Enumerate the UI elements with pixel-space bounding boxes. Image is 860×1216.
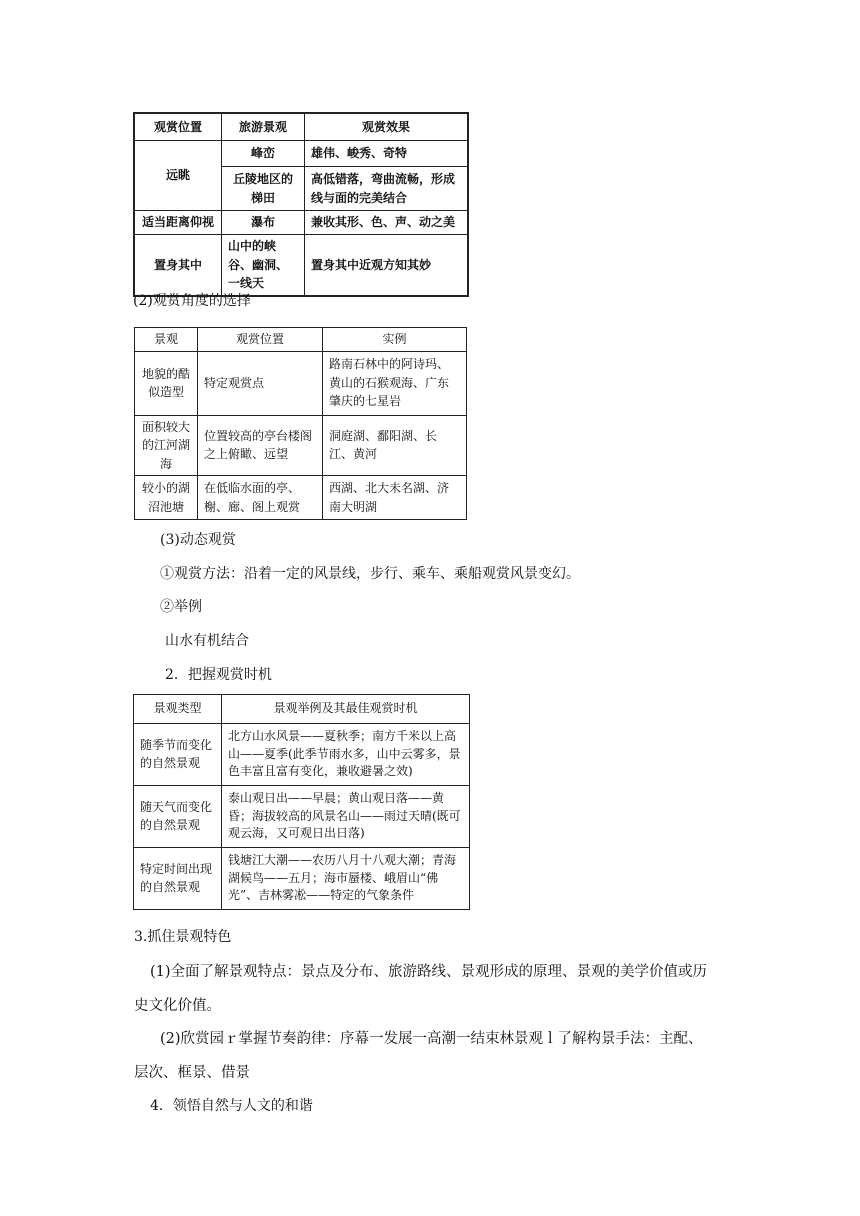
viewing-position-table bbox=[133, 112, 469, 297]
example-cell: 西湖、北大未名湖、济南大明湖 bbox=[323, 476, 467, 520]
section-heading: (2)观赏角度的选择 bbox=[133, 293, 251, 309]
effect-cell: 高低错落，弯曲流畅，形成线与面的完美结合 bbox=[305, 167, 469, 211]
header-cell: 景观类型 bbox=[134, 695, 222, 724]
position-cell: 适当距离仰视 bbox=[134, 211, 222, 235]
header-cell: 观赏位置 bbox=[198, 328, 323, 352]
detail-cell: 钱塘江大潮——农历八月十八观大潮；青海湖候鸟——五月；海市蜃楼、峨眉山“佛光”、吉林雾凇——特定的气象条件 bbox=[222, 848, 470, 910]
position-cell: 在低临水面的亭、榭、廊、阁上观赏 bbox=[198, 476, 323, 520]
landscape-cell: 丘陵地区的梯田 bbox=[222, 167, 305, 211]
section-heading: 4．领悟自然与人文的和谐 bbox=[150, 1098, 313, 1114]
type-cell: 随季节而变化的自然景观 bbox=[134, 724, 222, 786]
header-cell: 实例 bbox=[323, 328, 467, 352]
type-cell: 特定时间出现的自然景观 bbox=[134, 848, 222, 910]
effect-cell: 置身其中近观方知其妙 bbox=[305, 235, 469, 296]
landscape-cell: 山中的峡谷、幽洞、一线天 bbox=[222, 235, 305, 296]
example-cell: 路南石林中的阿诗玛、黄山的石猴观海、广东肇庆的七星岩 bbox=[323, 351, 467, 415]
viewing-timing-table bbox=[133, 694, 470, 910]
dynamic-heading: (3)动态观赏 bbox=[160, 532, 236, 548]
header-cell: 旅游景观 bbox=[222, 113, 305, 141]
viewing-angle-table bbox=[134, 327, 467, 520]
header-cell: 观赏位置 bbox=[134, 113, 222, 141]
header-cell: 景观举例及其最佳观赏时机 bbox=[222, 695, 470, 724]
section-heading: 2．把握观赏时机 bbox=[165, 667, 272, 683]
landscape-cell: 峰峦 bbox=[222, 141, 305, 167]
dynamic-method: ①观赏方法：沿着一定的风景线，步行、乘车、乘船观赏风景变幻。 bbox=[160, 566, 580, 582]
landscape-cell: 面积较大的江河湖海 bbox=[135, 415, 198, 476]
type-cell: 随天气而变化的自然景观 bbox=[134, 786, 222, 848]
position-cell: 特定观赏点 bbox=[198, 351, 323, 415]
dynamic-example: 山水有机结合 bbox=[165, 633, 249, 649]
header-cell: 观赏效果 bbox=[305, 113, 469, 141]
dynamic-example-label: ②举例 bbox=[160, 599, 202, 615]
landscape-cell: 瀑布 bbox=[222, 211, 305, 235]
example-cell: 洞庭湖、鄱阳湖、长江、黄河 bbox=[323, 415, 467, 476]
landscape-cell: 地貌的酷似造型 bbox=[135, 351, 198, 415]
detail-cell: 北方山水风景——夏秋季；南方千米以上高山——夏季(此季节雨水多，山中云雾多，景色丰富且富有变化，兼收避暑之效) bbox=[222, 724, 470, 786]
position-cell: 位置较高的亭台楼阁之上俯瞰、远望 bbox=[198, 415, 323, 476]
position-cell: 远眺 bbox=[134, 141, 222, 211]
position-cell: 置身其中 bbox=[134, 235, 222, 296]
landscape-cell: 较小的湖沼池塘 bbox=[135, 476, 198, 520]
paragraph-line: 层次、框景、借景 bbox=[134, 1065, 250, 1081]
paragraph-line: 史文化价值。 bbox=[134, 998, 221, 1014]
paragraph-line: (1)全面了解景观特点：景点及分布、旅游路线、景观形成的原理、景观的美学价值或历 bbox=[150, 964, 708, 980]
effect-cell: 兼收其形、色、声、动之美 bbox=[305, 211, 469, 235]
effect-cell: 雄伟、峻秀、奇特 bbox=[305, 141, 469, 167]
detail-cell: 泰山观日出——早晨；黄山观日落——黄昏；海拔较高的风景名山——雨过天晴(既可观云海，又可观日出日落) bbox=[222, 786, 470, 848]
header-cell: 景观 bbox=[135, 328, 198, 352]
section-heading: 3.抓住景观特色 bbox=[134, 929, 232, 945]
paragraph-line: (2)欣赏园ｒ掌握节奏韵律：序幕一发展一高潮一结束林景观ｌ了解构景手法：主配、 bbox=[160, 1031, 703, 1047]
